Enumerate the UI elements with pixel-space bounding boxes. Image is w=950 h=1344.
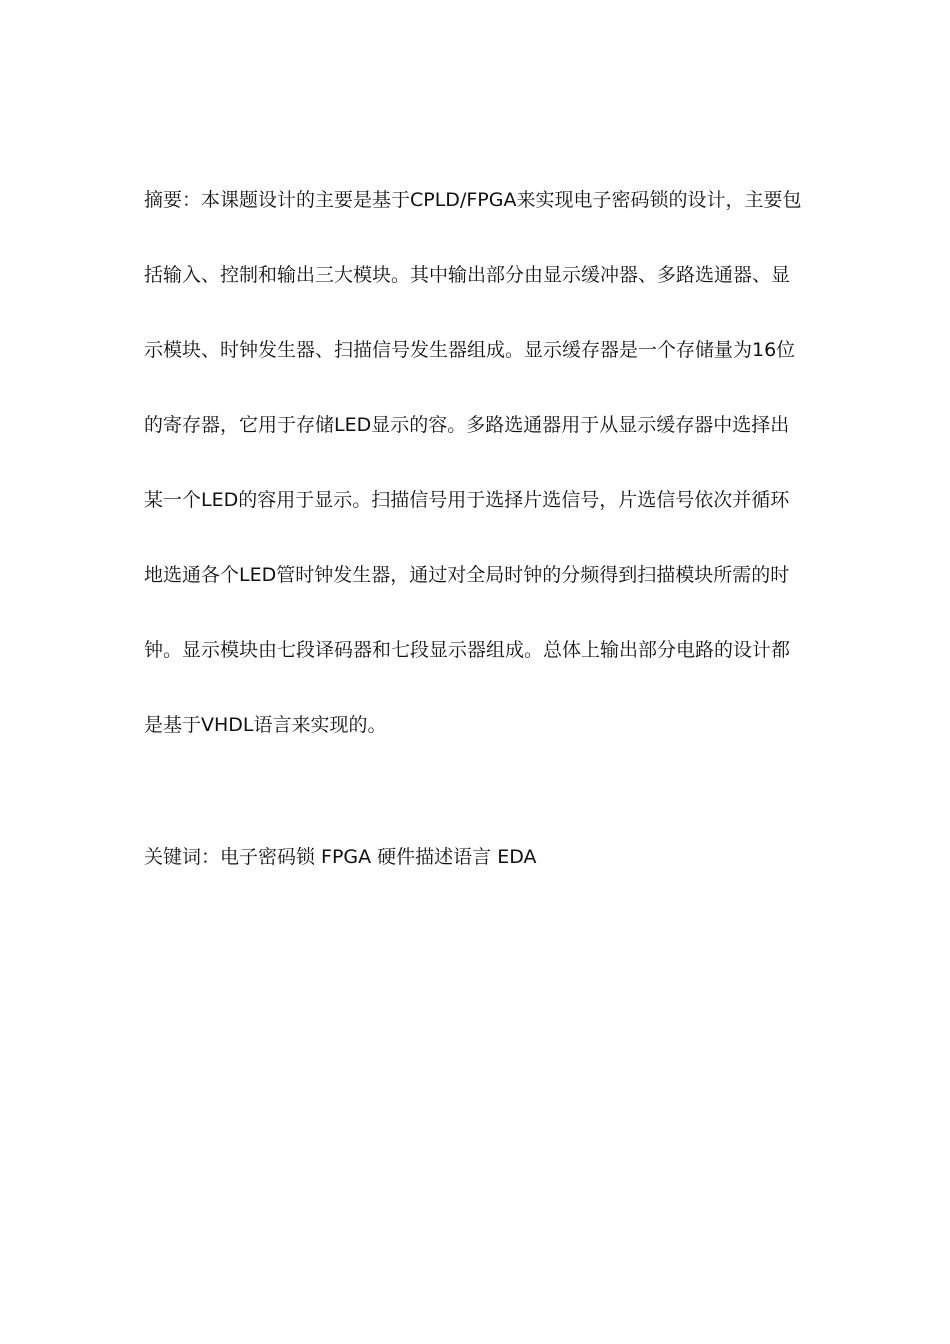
abstract-line: 摘要：本课题设计的主要是基于CPLD/FPGA来实现电子密码锁的设计，主要包 xyxy=(144,189,802,211)
keywords-line: 关键词：电子密码锁 FPGA 硬件描述语言 EDA xyxy=(144,846,537,868)
abstract-line: 地选通各个LED管时钟发生器，通过对全局时钟的分频得到扫描模块所需的时 xyxy=(144,564,790,586)
abstract-line: 是基于VHDL语言来实现的。 xyxy=(144,714,387,736)
abstract-line: 钟。显示模块由七段译码器和七段显示器组成。总体上输出部分电路的设计都 xyxy=(144,639,791,661)
abstract-paragraph xyxy=(144,183,824,783)
abstract-line: 示模块、时钟发生器、扫描信号发生器组成。显示缓存器是一个存储量为16位 xyxy=(144,339,796,361)
abstract-line: 的寄存器，它用于存储LED显示的容。多路选通器用于从显示缓存器中选择出 xyxy=(144,414,790,436)
abstract-line: 括输入、控制和输出三大模块。其中输出部分由显示缓冲器、多路选通器、显 xyxy=(144,264,791,286)
abstract-line: 某一个LED的容用于显示。扫描信号用于选择片选信号，片选信号依次并循环 xyxy=(144,489,790,511)
